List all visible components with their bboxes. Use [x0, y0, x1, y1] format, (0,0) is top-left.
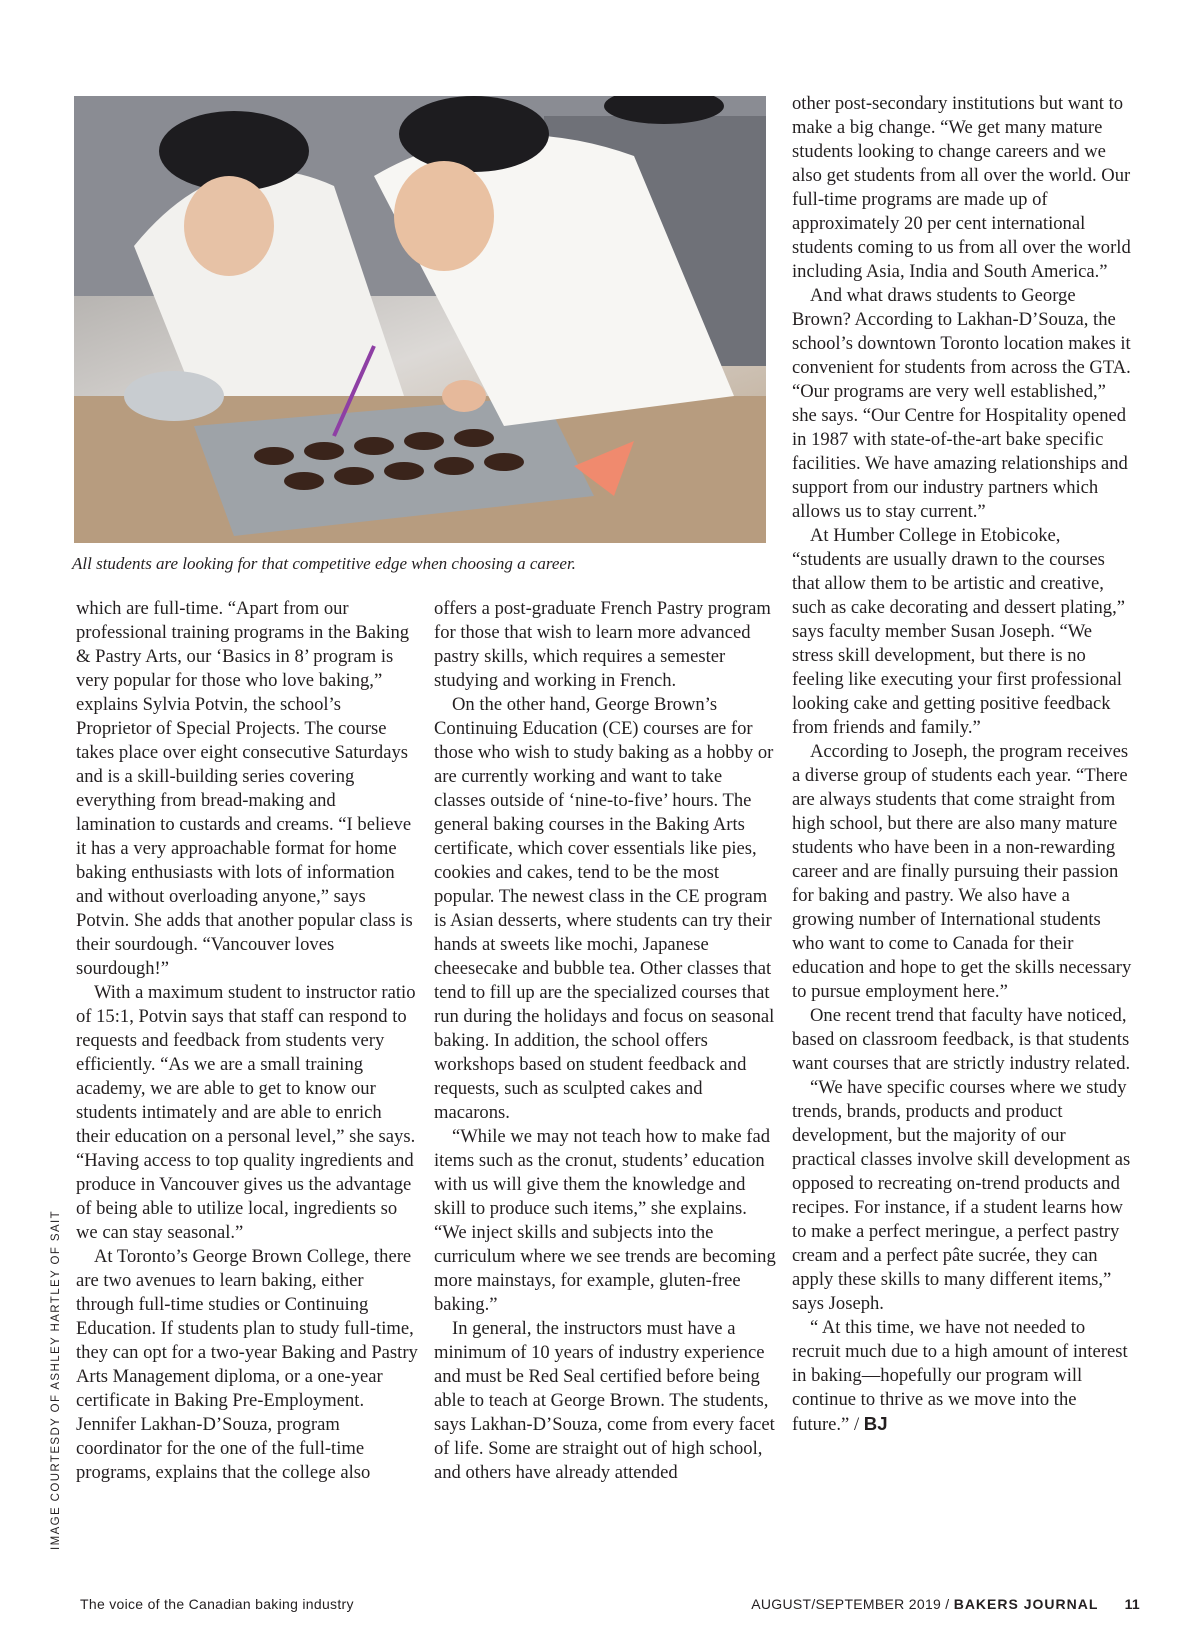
article-column-1	[76, 597, 418, 1485]
closing-text: “ At this time, we have not needed to recruit much due to a high amount of interest in baking—hopefully our program will continue to thrive as we move into the future.” /	[792, 1317, 1128, 1435]
bakers-photo	[74, 96, 766, 543]
paragraph: According to Joseph, the program receives a diverse group of students each year. “There are always students that come straight from high school, but there are also many mature students who have been in a non-rewarding career and are finally pursuing their passion for baking and pastry. We also have a growing number of International students who want to come to Canada for their education and hope to get the skills necessary to pursue employment here.”	[792, 741, 1132, 1002]
footer-tagline: The voice of the Canadian baking industry	[80, 1596, 354, 1612]
bakers-photo-illustration	[74, 96, 766, 543]
paragraph: On the other hand, George Brown’s Continuing Education (CE) courses are for those who wish to study baking as a hobby or are currently working and want to take classes outside of ‘nine-to-five’ hours. The general baking courses in the Baking Arts certificate, which cover essentials like pies, cookies and cakes, tend to be the most popular. The newest class in the CE program is Asian desserts, where students can try their hands at sweets like mochi, Japanese cheesecake and bubble tea. Other classes that tend to fill up are the specialized courses that run during the holidays and focus on seasonal baking. In addition, the school offers workshops based on student feedback and requests, such as sculpted cakes and macarons.	[434, 694, 775, 1123]
paragraph: offers a post-graduate French Pastry program for those that wish to learn more advanced pastry skills, which requires a semester studying and working in French.	[434, 598, 771, 691]
footer-issue-info	[751, 1596, 1140, 1612]
photo-caption: All students are looking for that competitive edge when choosing a career.	[72, 554, 576, 573]
paragraph: With a maximum student to instructor ratio of 15:1, Potvin says that staff can respond to requests and feedback from students very efficiently. “As we are a small training academy, we are able to get to know our students intimately and are able to enrich their education on a personal level,” she says. “Having access to top quality ingredients and produce in Vancouver gives us the advantage of being able to utilize local, ingredients so we can stay seasonal.”	[76, 982, 416, 1243]
issue-date: AUGUST/SEPTEMBER 2019 /	[751, 1596, 950, 1612]
paragraph: which are full-time. “Apart from our professional training programs in the Baking & Pastry Arts, our ‘Basics in 8’ program is very popular for those who love baking,” explains Sylvia Potvin, the school’s Proprietor of Special Projects. The course takes place over eight consecutive Saturdays and is a skill-building series covering everything from bread-making and lamination to custards and creams. “I believe it has a very approachable format for home baking enthusiasts with lots of information and without overloading anyone,” says Potvin. She adds that another popular class is their sourdough. “Vancouver loves sourdough!”	[76, 598, 413, 979]
publication-name: BAKERS JOURNAL	[953, 1596, 1099, 1612]
closing-paragraph	[792, 1316, 1132, 1437]
paragraph: “While we may not teach how to make fad items such as the cronut, students’ education with us will give them the knowledge and skill to produce such items,” she explains. “We inject skills and subjects into the curriculum where we see trends are becoming more mainstays, for example, gluten-free baking.”	[434, 1126, 776, 1315]
paragraph: other post-secondary institutions but want to make a big change. “We get many mature students looking to change careers and we also get students from all over the world. Our full-time programs are made up of approximately 20 per cent international students coming to us from all over the world including Asia, India and South America.”	[792, 93, 1131, 282]
article-column-3	[792, 92, 1132, 1437]
signoff: BJ	[863, 1413, 888, 1434]
paragraph: “We have specific courses where we study trends, brands, products and product development, but the majority of our practical classes involve skill development as opposed to recreating on-trend products and recipes. For instance, if a student learns how to make a perfect meringue, a perfect pastry cream and a perfect pâte sucrée, they can apply these skills to many different items,” says Joseph.	[792, 1077, 1131, 1314]
paragraph: And what draws students to George Brown? According to Lakhan-D’Souza, the school’s downtown Toronto location makes it convenient for students from across the GTA. “Our programs are very well established,” she says. “Our Centre for Hospitality opened in 1987 with state-of-the-art bake specific facilities. We have amazing relationships and support from our industry partners which allows us to stay current.”	[792, 285, 1131, 522]
paragraph: At Toronto’s George Brown College, there are two avenues to learn baking, either through full-time studies or Continuing Education. If students plan to study full-time, they can opt for a two-year Baking and Pastry Arts Management diploma, or a one-year certificate in Baking Pre-Employment. Jennifer Lakhan-D’Souza, program coordinator for the one of the full-time programs, explains that the college also	[76, 1246, 418, 1483]
page-number: 11	[1124, 1596, 1140, 1612]
paragraph: At Humber College in Etobicoke, “students are usually drawn to the courses that allow them to be artistic and creative, such as cake decorating and dessert plating,” says faculty member Susan Joseph. “We stress skill development, but there is no feeling like executing your first professional looking cake and getting positive feedback from friends and family.”	[792, 525, 1126, 738]
article-column-2	[434, 597, 776, 1485]
paragraph: One recent trend that faculty have noticed, based on classroom feedback, is that students want courses that are strictly industry related.	[792, 1005, 1131, 1074]
photo-credit: IMAGE COURTESDY OF ASHLEY HARTLEY OF SAIT	[50, 1209, 62, 1550]
paragraph: In general, the instructors must have a minimum of 10 years of industry experience and must be Red Seal certified before being able to teach at George Brown. The students, says Lakhan-D’Souza, come from every facet of life. Some are straight out of high school, and others have already attended	[434, 1318, 775, 1483]
